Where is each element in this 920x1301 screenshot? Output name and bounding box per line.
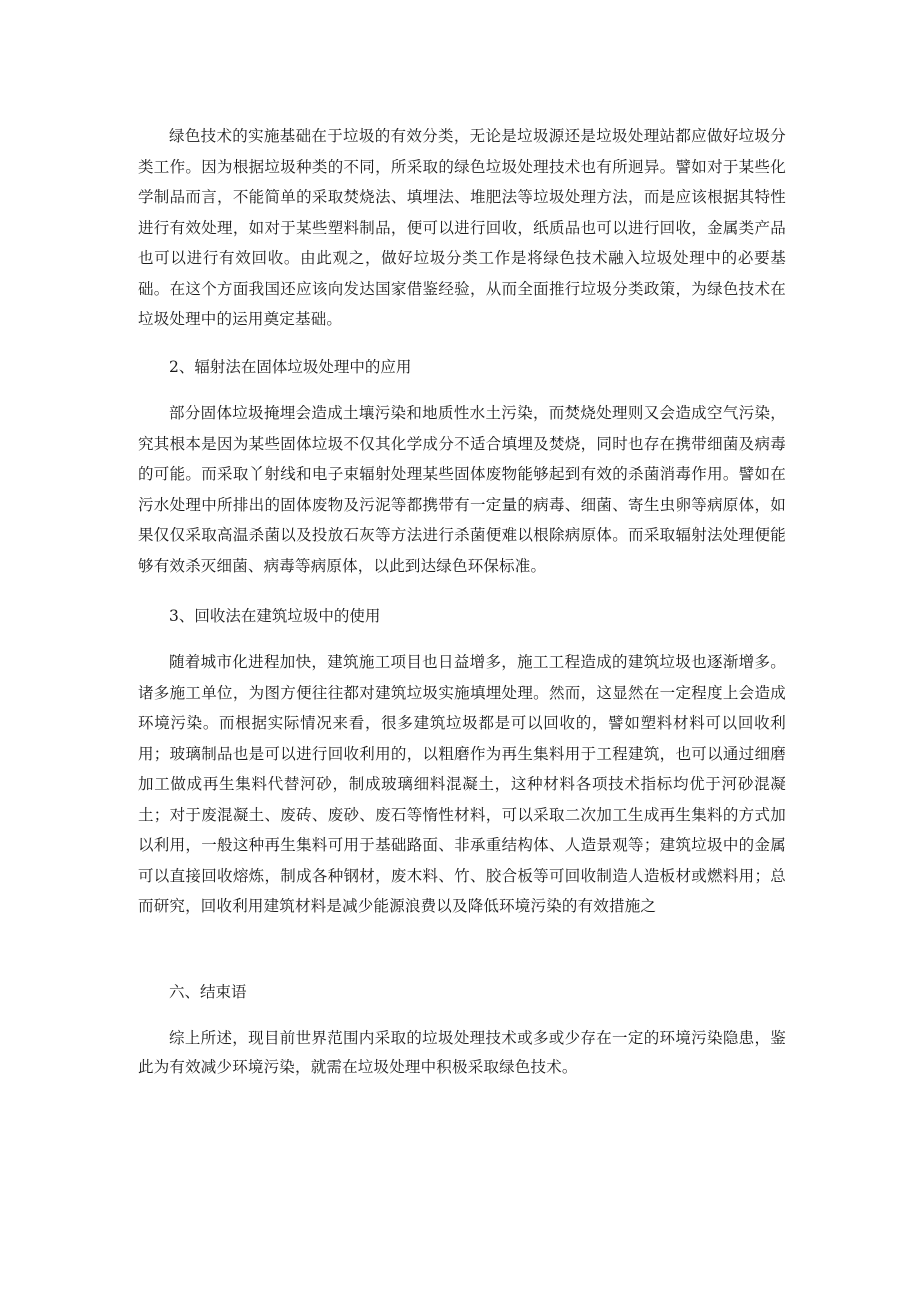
paragraph-garbage-classification: 绿色技术的实施基础在于垃圾的有效分类，无论是垃圾源还是垃圾处理站都应做好垃圾分类工作。因为根据垃圾种类的不同，所采取的绿色垃圾处理技术也有所迥异。譬如对于某些化学制品而言，不能简单的采取焚烧法、填埋法、堆肥法等垃圾处理方法，而是应该根据其特性进行有效处理，如对于某些塑料制品，便可以进行回收，纸质品也可以进行回收，金属类产品也可以进行有效回收。由此观之，做好垃圾分类工作是将绿色技术融入垃圾处理中的必要基础。在这个方面我国还应该向发达国家借鉴经验，从而全面推行垃圾分类政策，为绿色技术在垃圾处理中的运用奠定基础。 <box>138 127 786 328</box>
section-heading-radiation: 2、辐射法在固体垃圾处理中的应用 <box>169 358 412 376</box>
section-heading-conclusion: 六、结束语 <box>169 983 247 1001</box>
paragraph-conclusion: 综上所述，现目前世界范围内采取的垃圾处理技术或多或少存在一定的环境污染隐患，鉴此为有效减少环境污染，就需在垃圾处理中积极采取绿色技术。 <box>138 1029 786 1076</box>
paragraph-recycling-method: 随着城市化进程加快，建筑施工项目也日益增多，施工工程造成的建筑垃圾也逐渐增多。诸多施工单位，为图方便往往都对建筑垃圾实施填埋处理。然而，这显然在一定程度上会造成环境污染。而根据实际情况来看，很多建筑垃圾都是可以回收的，譬如塑料材料可以回收利用；玻璃制品也是可以进行回收利用的，以粗磨作为再生集料用于工程建筑，也可以通过细磨加工做成再生集料代替河砂，制成玻璃细料混凝土，这种材料各项技术指标均优于河砂混凝土；对于废混凝土、废砖、废砂、废石等惰性材料，可以采取二次加工生成再生集料的方式加以利用，一般这种再生集料可用于基础路面、非承重结构体、人造景观等；建筑垃圾中的金属可以直接回收熔炼，制成各种钢材，废木料、竹、胶合板等可回收制造人造板材或燃料用；总而研究，回收利用建筑材料是减少能源浪费以及降低环境污染的有效措施之 <box>138 653 786 915</box>
paragraph-radiation-method: 部分固体垃圾掩埋会造成土壤污染和地质性水土污染，而焚烧处理则又会造成空气污染，究其根本是因为某些固体垃圾不仅其化学成分不适合填埋及焚烧，同时也存在携带细菌及病毒的可能。而采取丫射线和电子束辐射处理某些固体废物能够起到有效的杀菌消毒作用。譬如在污水处理中所排出的固体废物及污泥等都携带有一定量的病毒、细菌、寄生虫卵等病原体，如果仅仅采取高温杀菌以及投放石灰等方法进行杀菌便难以根除病原体。而采取辐射法处理便能够有效杀灭细菌、病毒等病原体，以此到达绿色环保标准。 <box>138 404 786 575</box>
section-heading-recycling: 3、回收法在建筑垃圾中的使用 <box>169 607 381 625</box>
